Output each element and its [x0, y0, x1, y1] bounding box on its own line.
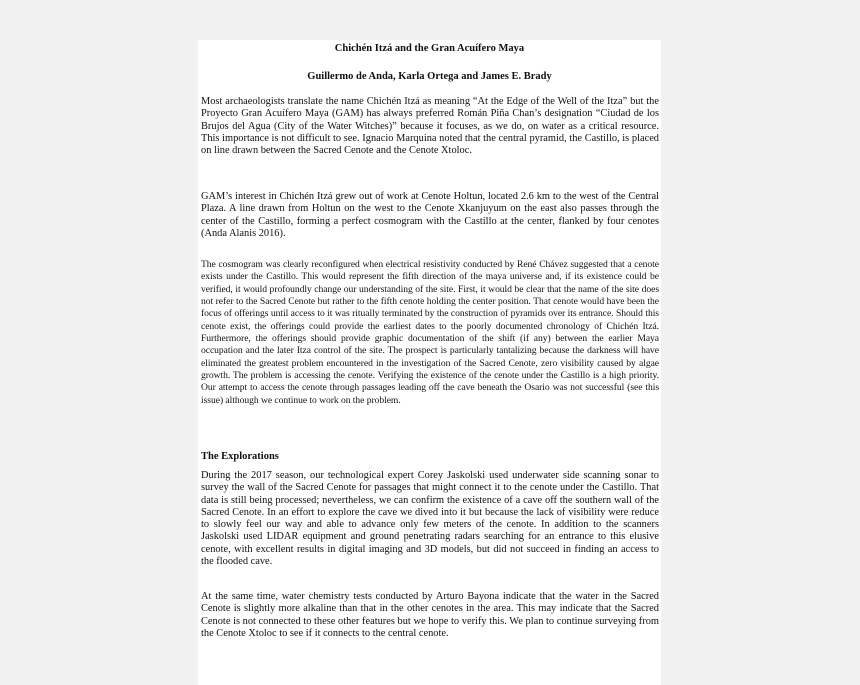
document-page: [198, 40, 661, 685]
intro-paragraph-1: Most archaeologists translate the name Chichén Itzá as meaning “At the Edge of the Well of the Itza” but the Proyecto Gran Acuífero Maya (GAM) has always preferred Román Piña Chan’s designation “Ciudad de los Brujos del Agua (City of the Water Witches)” because it focuses, as we do, on water as a critical resource. This importance is not difficult to see. Ignacio Marquina noted that the central pyramid, the Castillo, is placed on line drawn between the Sacred Cenote and the Cenote Xtoloc.: [201, 96, 659, 157]
document-authors: Guillermo de Anda, Karla Ortega and James E. Brady: [307, 71, 552, 82]
intro-paragraph-3: The cosmogram was clearly reconfigured when electrical resistivity conducted by René Chávez suggested that a cenote exists under the Castillo. This would represent the fifth direction of the maya universe and, if its existence could be verified, it would profoundly change our understanding of the site. First, it would be clear that the name of the site does not refer to the Sacred Cenote but rather to the fifth cenote holding the center position. That cenote would have been the focus of offerings until access to it was ritually terminated by the construction of pyramids over its entrance. Should this cenote exist, the offerings could provide the earliest dates to the poorly documented chronology of Chichén Itzá. Furthermore, the offerings should provide graphic documentation of the shift (if any) between the earlier Maya occupation and the later Itza control of the site. The prospect is particularly tantalizing because the darkness will have eliminated the greatest problem encountered in the investigation of the Sacred Cenote, zero visibility caused by algae growth. The problem is accessing the cenote. Verifying the existence of the cenote under the Castillo is a high priority. Our attempt to access the cenote through passages leading off the cave beneath the Osario was not successful (see this issue) although we continue to work on the problem.: [201, 259, 659, 406]
intro-paragraph-2: GAM’s interest in Chichén Itzá grew out of work at Cenote Holtun, located 2.6 km to the west of the Central Plaza. A line drawn from Holtun on the west to the Cenote Xkanjuyum on the east also passes through the center of the Castillo, forming a perfect cosmogram with the Castillo at the center, flanked by four cenotes (Anda Alanis 2016).: [201, 191, 659, 239]
section-heading: The Explorations: [201, 451, 279, 462]
section-paragraph-2: At the same time, water chemistry tests conducted by Arturo Bayona indicate that the water in the Sacred Cenote is slightly more alkaline than that in the other cenotes in the area. This may indicate that the Sacred Cenote is not connected to these other features but we hope to verify this. We plan to continue surveying from the Cenote Xtoloc to see if it connects to the central cenote.: [201, 591, 659, 639]
document-title: Chichén Itzá and the Gran Acuífero Maya: [334, 43, 525, 54]
section-paragraph-1: During the 2017 season, our technological expert Corey Jaskolski used underwater side scanning sonar to survey the wall of the Sacred Cenote for passages that might connect it to the cenote under the Castillo. That data is still being processed; nevertheless, we can confirm the existence of a cave off the southern wall of the Sacred Cenote. In an effort to explore the cave we dived into it but because the lack of visibility were reduce to slowly feel our way and able to advance only few meters of the cenote. In addition to the scanners Jaskolski used LIDAR equipment and ground penetrating radars searching for an entrance to this elusive cenote, with excellent results in digital imaging and 3D models, but did not succeed in finding an access to the flooded cave.: [201, 470, 659, 568]
